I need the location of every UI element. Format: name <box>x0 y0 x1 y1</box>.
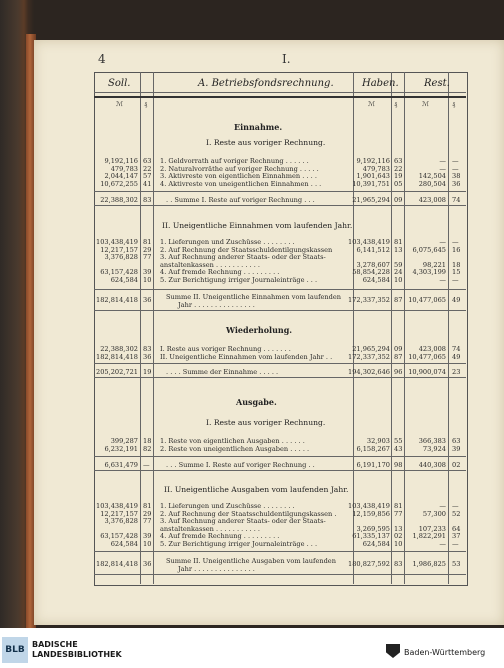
rest-pfennig: — <box>452 238 459 246</box>
soll-pfennig: 39 <box>143 268 152 277</box>
haben-header: Haben. <box>362 78 399 89</box>
sum-rest: 440,308 <box>418 461 446 469</box>
sum-soll-pfennig: — <box>143 461 150 469</box>
haben-pfennig: 13 <box>394 524 403 533</box>
entry-label: I. Reste aus voriger Rechnung . . . . . . . <box>160 345 291 353</box>
soll-amount: 103,438,419 <box>96 238 138 246</box>
soll-amount: 10,672,255 <box>100 179 138 188</box>
rest-pfennig: 52 <box>452 509 461 518</box>
rest-amount: 6,075,645 <box>412 245 446 254</box>
sum-soll: 6,631,479 <box>104 461 138 469</box>
sum-haben: 6,191,170 <box>356 461 390 469</box>
rest-pfennig: 37 <box>452 532 461 541</box>
sum-haben: 172,337,352 <box>348 296 390 304</box>
row-rule <box>94 377 466 378</box>
haben-pfennig: 02 <box>394 532 403 541</box>
soll-pfennig: 10 <box>143 540 152 548</box>
rest-pfennig: 38 <box>452 172 461 180</box>
sum-rest-pfennig: 23 <box>452 368 461 376</box>
entry-label: 1. Lieferungen und Zuschüsse . . . . . . . . <box>160 238 295 246</box>
rest-pfennig: 18 <box>452 260 461 269</box>
sum-label: Summe II. Uneigentliche Einnahmen vom laufenden <box>166 293 342 301</box>
sum-soll-pfennig: 36 <box>143 560 152 568</box>
entry-label: 3. Auf Rechnung anderer Staats- oder der Staats- <box>160 253 326 262</box>
soll-pfennig: 83 <box>143 345 152 353</box>
sum-haben: 180,827,592 <box>348 560 390 568</box>
entry-label: 2. Naturalvorräthe auf voriger Rechnung . . . . . <box>160 164 319 173</box>
rest-pfennig: — <box>452 164 459 173</box>
soll-amount: 63,157,428 <box>100 268 138 277</box>
sum-rest: 10,477,065 <box>408 296 446 304</box>
rest-amount: 1,822,291 <box>412 532 446 541</box>
sum-haben-pfennig: 83 <box>394 560 403 568</box>
row-rule <box>94 289 466 290</box>
sum-soll-pfennig: 19 <box>143 368 152 376</box>
entry-label: 1. Geldvorrath auf voriger Rechnung . . . . . . <box>160 157 309 165</box>
haben-pfennig: 24 <box>394 268 403 277</box>
haben-amount: 103,438,419 <box>348 502 390 510</box>
rest-amount: 57,300 <box>422 509 446 518</box>
sum-rest: 423,008 <box>418 196 446 204</box>
haben-pfennig: 43 <box>394 445 403 453</box>
haben-pfennig: 59 <box>394 260 403 269</box>
haben-amount: 3,269,595 <box>356 524 390 533</box>
page-roman: I. <box>282 52 291 66</box>
sum-haben-pfennig: 98 <box>394 461 403 469</box>
rest-amount: — <box>439 157 446 165</box>
library-name[interactable] <box>32 640 122 660</box>
haben-amount: 9,192,116 <box>356 157 390 165</box>
haben-pfennig: 05 <box>394 179 403 188</box>
entry-label: 4. Auf fremde Rechnung . . . . . . . . . <box>160 532 280 541</box>
sum-rest: 10,900,074 <box>408 368 446 376</box>
rest-header: Rest. <box>424 78 450 89</box>
rest-amount: — <box>439 502 446 510</box>
rest-amount: 366,383 <box>418 437 446 445</box>
haben-amount: 12,159,856 <box>352 509 390 518</box>
haben-amount: 6,141,512 <box>356 245 390 254</box>
header-rule <box>94 92 466 93</box>
entry-label: 4. Auf fremde Rechnung . . . . . . . . . <box>160 268 280 277</box>
section-title: I. Reste aus voriger Rechnung. <box>206 418 326 427</box>
sum-label: Jahr . . . . . . . . . . . . . . . <box>178 565 255 573</box>
rest-pfennig: — <box>452 502 459 510</box>
haben-pfennig: 10 <box>394 540 403 548</box>
row-rule <box>94 456 466 457</box>
sum-soll: 182,814,418 <box>96 296 138 304</box>
unit-penny: ₰ <box>394 100 398 108</box>
rest-amount: 142,504 <box>418 172 446 180</box>
haben-pfennig: 77 <box>394 509 403 518</box>
sum-label: Summe II. Uneigentliche Ausgaben vom laufenden <box>166 557 336 565</box>
rest-amount: 98,221 <box>422 260 446 269</box>
rest-pfennig: 74 <box>452 345 461 353</box>
soll-amount: 12,217,157 <box>100 509 138 518</box>
soll-amount: 3,376,828 <box>104 517 138 526</box>
haben-amount: 58,854,228 <box>352 268 390 277</box>
soll-header: Soll. <box>108 78 131 89</box>
sum-rest: 1,986,825 <box>412 560 446 568</box>
soll-amount: 6,232,191 <box>104 445 138 453</box>
rest-pfennig: 63 <box>452 437 461 445</box>
row-rule <box>94 574 466 575</box>
haben-amount: 6,158,267 <box>356 445 390 453</box>
haben-pfennig: 10 <box>394 276 403 284</box>
rest-pfennig: 64 <box>452 524 461 533</box>
soll-pfennig: 63 <box>143 157 152 165</box>
haben-amount: 21,965,294 <box>352 345 390 353</box>
section-title: I. Reste aus voriger Rechnung. <box>206 138 326 147</box>
sum-haben: 21,965,294 <box>352 196 390 204</box>
row-rule <box>94 310 466 311</box>
haben-amount: 172,337,352 <box>348 353 390 361</box>
rest-pfennig: 39 <box>452 445 461 453</box>
sum-label: . . . Summe I. Reste auf voriger Rechnung . . <box>166 461 315 469</box>
sum-soll-pfennig: 36 <box>143 296 152 304</box>
soll-amount: 2,044,147 <box>104 172 138 180</box>
unit-mark: ℳ <box>422 100 430 108</box>
rest-amount: — <box>439 238 446 246</box>
rest-amount: 73,924 <box>422 445 446 453</box>
haben-amount: 10,391,751 <box>352 179 390 188</box>
haben-amount: 1,901,643 <box>356 172 390 180</box>
entry-label: 3. Auf Rechnung anderer Staats- oder der Staats- <box>160 517 326 526</box>
rest-pfennig: 16 <box>452 245 461 254</box>
soll-pfennig: 77 <box>143 517 152 526</box>
rest-pfennig: 15 <box>452 268 461 277</box>
entry-label: 2. Auf Rechnung der Staatsschuldentilgungskassen <box>160 245 333 254</box>
entry-label: 4. Aktivreste von uneigentlichen Einnahmen . . . <box>160 179 322 188</box>
sum-soll: 22,388,302 <box>100 196 138 204</box>
row-rule <box>94 363 466 364</box>
soll-pfennig: 82 <box>143 445 152 453</box>
soll-pfennig: 29 <box>143 509 152 518</box>
haben-pfennig: 81 <box>394 502 403 510</box>
haben-amount: 3,278,607 <box>356 260 390 269</box>
soll-amount: 12,217,157 <box>100 245 138 254</box>
sum-label: . . . . Summe der Einnahme . . . . . <box>166 368 279 376</box>
entry-label: 2. Reste von uneigentlichen Ausgaben . . . . . <box>160 445 310 453</box>
entry-label: anstaltenkassen . . . . . . . . . . . <box>160 524 261 533</box>
sum-haben: 194,302,646 <box>348 368 390 376</box>
section-title: II. Uneigentliche Ausgaben vom laufenden Jahr. <box>164 485 349 494</box>
soll-pfennig: 81 <box>143 502 152 510</box>
section-title: II. Uneigentliche Einnahmen vom laufenden Jahr. <box>162 221 353 230</box>
title-header: A. Betriebsfondsrechnung. <box>198 78 334 89</box>
entry-label: 5. Zur Berichtigung irriger Journaleinträge . . . <box>160 540 318 548</box>
sum-rest-pfennig: 53 <box>452 560 461 568</box>
soll-pfennig: 10 <box>143 276 152 284</box>
entry-label: 2. Auf Rechnung der Staatsschuldentilgungskassen . <box>160 509 337 518</box>
row-rule <box>94 470 466 471</box>
col-divider <box>140 72 141 584</box>
haben-pfennig: 09 <box>394 345 403 353</box>
sum-haben-pfennig: 09 <box>394 196 403 204</box>
haben-pfennig: 19 <box>394 172 403 180</box>
entry-label: anstaltenkassen . . . . . . . . . . . <box>160 260 261 269</box>
rest-pfennig: 36 <box>452 179 461 188</box>
sum-soll: 205,202,721 <box>96 368 138 376</box>
page-number: 4 <box>98 52 106 66</box>
unit-mark: ℳ <box>116 100 124 108</box>
rest-amount: 423,008 <box>418 345 446 353</box>
soll-pfennig: 41 <box>143 179 152 188</box>
haben-pfennig: 81 <box>394 238 403 246</box>
soll-pfennig: 18 <box>143 437 152 445</box>
rest-pfennig: — <box>452 157 459 165</box>
library-name-line1: BADISCHE <box>32 640 78 649</box>
soll-pfennig: 81 <box>143 238 152 246</box>
rest-amount: — <box>439 276 446 284</box>
sum-soll: 182,814,418 <box>96 560 138 568</box>
entry-label: II. Uneigentliche Einnahmen vom laufenden Jahr . . <box>160 353 333 361</box>
soll-amount: 103,438,419 <box>96 502 138 510</box>
col-divider <box>153 72 154 584</box>
soll-amount: 182,814,418 <box>96 353 138 361</box>
header-rule <box>94 96 466 98</box>
unit-penny: ₰ <box>144 100 148 108</box>
haben-amount: 624,584 <box>362 276 390 284</box>
unit-mark: ℳ <box>368 100 376 108</box>
einnahme-heading: Einnahme. <box>234 122 283 132</box>
soll-amount: 9,192,116 <box>104 157 138 165</box>
entry-label: 1. Lieferungen und Zuschüsse . . . . . . . . <box>160 502 295 510</box>
state-name[interactable]: Baden-Württemberg <box>404 648 486 657</box>
haben-pfennig: 13 <box>394 245 403 254</box>
soll-amount: 22,388,302 <box>100 345 138 353</box>
haben-amount: 624,584 <box>362 540 390 548</box>
sum-soll-pfennig: 83 <box>143 196 152 204</box>
soll-pfennig: 29 <box>143 245 152 254</box>
soll-pfennig: 22 <box>143 164 152 173</box>
rest-amount: 280,504 <box>418 179 446 188</box>
sum-label: . . Summe I. Reste auf voriger Rechnung . . . <box>166 196 315 204</box>
soll-amount: 63,157,428 <box>100 532 138 541</box>
rest-amount: 4,303,199 <box>412 268 446 277</box>
haben-amount: 103,438,419 <box>348 238 390 246</box>
haben-amount: 479,783 <box>362 164 390 173</box>
entry-label: 3. Aktivreste von eigentlichen Einnahmen . . . . <box>160 172 317 180</box>
unit-penny: ₰ <box>452 100 456 108</box>
rest-amount: — <box>439 164 446 173</box>
library-name-line2: LANDESBIBLIOTHEK <box>32 650 122 659</box>
sum-haben-pfennig: 96 <box>394 368 403 376</box>
soll-pfennig: 77 <box>143 253 152 262</box>
soll-amount: 479,783 <box>110 164 138 173</box>
soll-amount: 399,287 <box>110 437 138 445</box>
haben-pfennig: 63 <box>394 157 403 165</box>
haben-amount: 32,903 <box>366 437 390 445</box>
ausgabe-heading: Ausgabe. <box>236 397 277 407</box>
sum-haben-pfennig: 87 <box>394 296 403 304</box>
entry-label: 5. Zur Berichtigung irriger Journaleinträge . . . <box>160 276 318 284</box>
entry-label: 1. Reste von eigentlichen Ausgaben . . . . . . <box>160 437 305 445</box>
rest-pfennig: — <box>452 540 459 548</box>
soll-pfennig: 36 <box>143 353 152 361</box>
haben-pfennig: 87 <box>394 353 403 361</box>
row-rule <box>94 551 466 552</box>
soll-pfennig: 57 <box>143 172 152 180</box>
rest-pfennig: — <box>452 276 459 284</box>
haben-pfennig: 55 <box>394 437 403 445</box>
wiederholung-heading: Wiederholung. <box>226 325 293 335</box>
rest-amount: 10,477,065 <box>408 353 446 361</box>
sum-label: Jahr . . . . . . . . . . . . . . . <box>178 301 255 309</box>
haben-pfennig: 22 <box>394 164 403 173</box>
sum-rest-pfennig: 74 <box>452 196 461 204</box>
row-rule <box>94 191 466 192</box>
rest-amount: — <box>439 540 446 548</box>
sum-rest-pfennig: 02 <box>452 461 461 469</box>
sum-rest-pfennig: 49 <box>452 296 461 304</box>
haben-amount: 61,335,137 <box>352 532 390 541</box>
blb-logo[interactable]: BLB <box>2 637 28 663</box>
col-divider <box>448 72 449 584</box>
row-rule <box>94 205 466 206</box>
rest-amount: 107,233 <box>418 524 446 533</box>
rest-pfennig: 49 <box>452 353 461 361</box>
soll-pfennig: 39 <box>143 532 152 541</box>
soll-amount: 624,584 <box>110 540 138 548</box>
soll-amount: 3,376,828 <box>104 253 138 262</box>
soll-amount: 624,584 <box>110 276 138 284</box>
